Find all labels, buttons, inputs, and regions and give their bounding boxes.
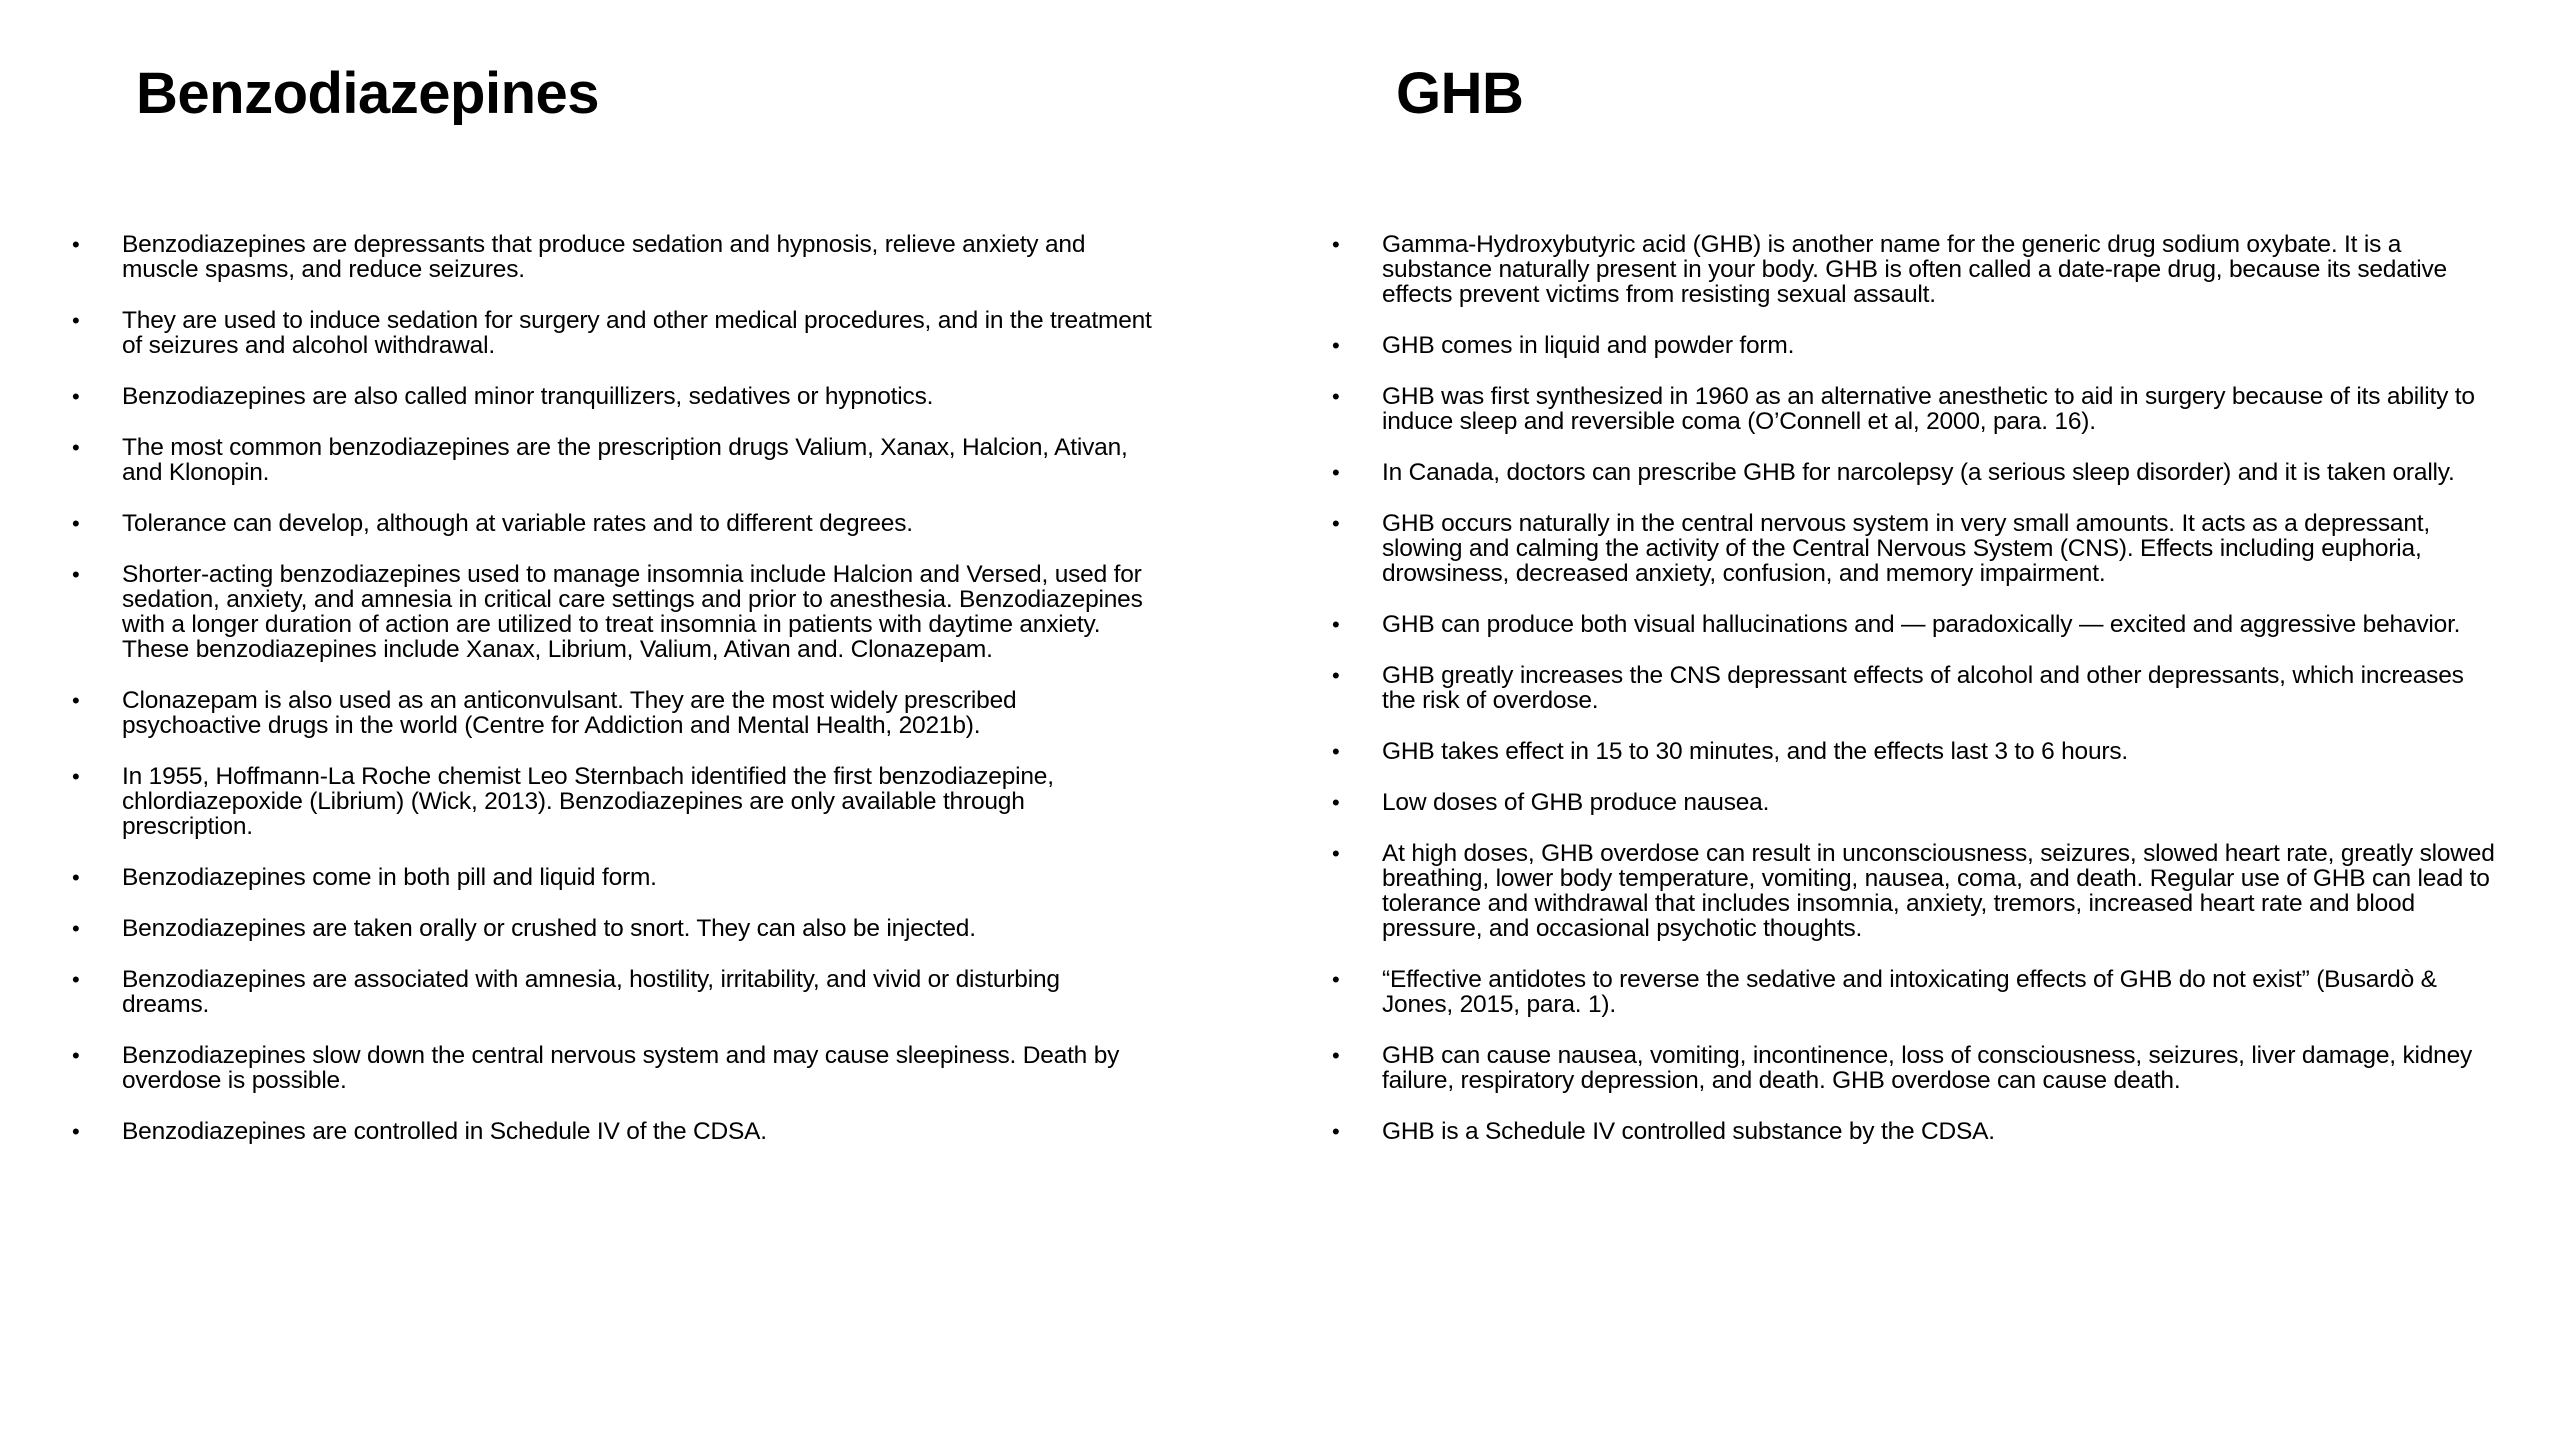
bullet-icon: • — [1332, 1043, 1340, 1068]
list-item — [1332, 511, 2502, 586]
bullet-text: GHB comes in liquid and powder form. — [1382, 332, 1795, 359]
bullet-text: GHB takes effect in 15 to 30 minutes, and the effects last 3 to 6 hours. — [1382, 738, 2128, 765]
bullet-icon: • — [1332, 612, 1340, 637]
list-item — [72, 865, 1152, 890]
list-item — [72, 1119, 1152, 1144]
list-item — [1332, 612, 2502, 637]
bullet-icon: • — [72, 688, 80, 713]
list-item — [1332, 232, 2502, 307]
list-item — [72, 688, 1152, 738]
bullet-text: Low doses of GHB produce nausea. — [1382, 789, 1770, 816]
list-item — [72, 562, 1152, 662]
bullet-text: Benzodiazepines are associated with amnesia, hostility, irritability, and vivid or disturbing dreams. — [122, 966, 1060, 1018]
list-item — [72, 1043, 1152, 1093]
list-item — [1332, 790, 2502, 815]
list-item — [72, 384, 1152, 409]
bullet-text: GHB is a Schedule IV controlled substance by the CDSA. — [1382, 1118, 1995, 1145]
bullet-text: Benzodiazepines are also called minor tranquillizers, sedatives or hypnotics. — [122, 383, 934, 410]
bullet-text: GHB greatly increases the CNS depressant effects of alcohol and other depressants, which increases the risk of overdose. — [1382, 662, 2464, 714]
bullet-text: Benzodiazepines are controlled in Schedule IV of the CDSA. — [122, 1118, 767, 1145]
bullet-text: GHB can produce both visual hallucinations and — paradoxically — excited and aggressive behavior. — [1382, 611, 2461, 638]
bullet-icon: • — [72, 967, 80, 992]
bullet-text: Benzodiazepines come in both pill and liquid form. — [122, 864, 657, 891]
bullet-text: GHB can cause nausea, vomiting, incontinence, loss of consciousness, seizures, liver damage, kidney failure, respiratory depression, and death. GHB overdose can cause death. — [1382, 1042, 2473, 1094]
list-item — [72, 967, 1152, 1017]
list-item — [1332, 1043, 2502, 1093]
bullet-icon: • — [72, 384, 80, 409]
bullet-text: GHB occurs naturally in the central nervous system in very small amounts. It acts as a depressant, slowing and calming the activity of the Central Nervous System (CNS). Effects including euphoria, drowsiness, decreased anxiety, confusion, and memory impairment. — [1382, 510, 2430, 587]
list-item — [72, 511, 1152, 536]
bullet-icon: • — [1332, 739, 1340, 764]
bullet-text: The most common benzodiazepines are the prescription drugs Valium, Xanax, Halcion, Ativan, and Klonopin. — [122, 434, 1128, 486]
ghb-title: GHB — [1396, 61, 1524, 126]
bullet-icon: • — [1332, 384, 1340, 409]
bullet-icon: • — [1332, 967, 1340, 992]
list-item — [72, 232, 1152, 282]
list-item — [1332, 967, 2502, 1017]
bullet-icon: • — [1332, 663, 1340, 688]
benzodiazepines-bullet-list — [72, 232, 1152, 1170]
bullet-icon: • — [1332, 333, 1340, 358]
list-item — [1332, 663, 2502, 713]
list-item — [1332, 841, 2502, 941]
bullet-text: Gamma-Hydroxybutyric acid (GHB) is another name for the generic drug sodium oxybate. It is a substance naturally present in your body. GHB is often called a date-rape drug, because its sedative effects prevent victims from resisting sexual assault. — [1382, 231, 2447, 308]
bullet-text: They are used to induce sedation for surgery and other medical procedures, and in the treatment of seizures and alcohol withdrawal. — [122, 307, 1152, 359]
bullet-icon: • — [72, 562, 80, 587]
bullet-icon: • — [72, 1043, 80, 1068]
bullet-text: Tolerance can develop, although at variable rates and to different degrees. — [122, 510, 913, 537]
bullet-text: GHB was first synthesized in 1960 as an alternative anesthetic to aid in surgery because of its ability to induce sleep and reversible coma (O’Connell et al, 2000, para. 16). — [1382, 383, 2475, 435]
bullet-icon: • — [1332, 511, 1340, 536]
list-item — [1332, 384, 2502, 434]
benzodiazepines-title: Benzodiazepines — [136, 61, 600, 126]
bullet-text: “Effective antidotes to reverse the sedative and intoxicating effects of GHB do not exist” (Busardò & Jones, 2015, para. 1). — [1382, 966, 2437, 1018]
bullet-icon: • — [1332, 790, 1340, 815]
bullet-icon: • — [72, 1119, 80, 1144]
list-item — [72, 308, 1152, 358]
list-item — [1332, 333, 2502, 358]
bullet-icon: • — [1332, 1119, 1340, 1144]
bullet-icon: • — [1332, 232, 1340, 257]
bullet-icon: • — [1332, 841, 1340, 866]
bullet-text: Benzodiazepines are depressants that produce sedation and hypnosis, relieve anxiety and muscle spasms, and reduce seizures. — [122, 231, 1086, 283]
bullet-text: Benzodiazepines slow down the central nervous system and may cause sleepiness. Death by overdose is possible. — [122, 1042, 1120, 1094]
bullet-text: In 1955, Hoffmann-La Roche chemist Leo Sternbach identified the first benzodiazepine, chlordiazepoxide (Librium) (Wick, 2013). Benzodiazepines are only available through prescription. — [122, 763, 1054, 840]
bullet-text: Clonazepam is also used as an anticonvulsant. They are the most widely prescribed psychoactive drugs in the world (Centre for Addiction and Mental Health, 2021b). — [122, 687, 1017, 739]
bullet-text: In Canada, doctors can prescribe GHB for narcolepsy (a serious sleep disorder) and it is taken orally. — [1382, 459, 2455, 486]
list-item — [1332, 1119, 2502, 1144]
bullet-text: Benzodiazepines are taken orally or crushed to snort. They can also be injected. — [122, 915, 976, 942]
list-item — [1332, 460, 2502, 485]
list-item — [72, 435, 1152, 485]
bullet-icon: • — [72, 232, 80, 257]
bullet-icon: • — [72, 435, 80, 460]
bullet-icon: • — [72, 916, 80, 941]
list-item — [72, 764, 1152, 839]
bullet-icon: • — [72, 865, 80, 890]
ghb-bullet-list — [1332, 232, 2502, 1170]
bullet-text: At high doses, GHB overdose can result in unconsciousness, seizures, slowed heart rate, greatly slowed breathing, lower body temperature, vomiting, nausea, coma, and death. Regular use of GHB can lead to tolerance and withdrawal that includes insomnia, anxiety, tremors, increased heart rate and blood pressure, and occasional psychotic thoughts. — [1382, 840, 2495, 942]
bullet-icon: • — [72, 308, 80, 333]
list-item — [1332, 739, 2502, 764]
bullet-icon: • — [1332, 460, 1340, 485]
bullet-text: Shorter-acting benzodiazepines used to manage insomnia include Halcion and Versed, used for sedation, anxiety, and amnesia in critical care settings and prior to anesthesia. Benzodiazepines with a longer duration of action are utilized to treat insomnia in patients with daytime anxiety. These benzodiazepines include Xanax, Librium, Valium, Ativan and. Clonazepam. — [122, 561, 1143, 663]
list-item — [72, 916, 1152, 941]
bullet-icon: • — [72, 764, 80, 789]
bullet-icon: • — [72, 511, 80, 536]
